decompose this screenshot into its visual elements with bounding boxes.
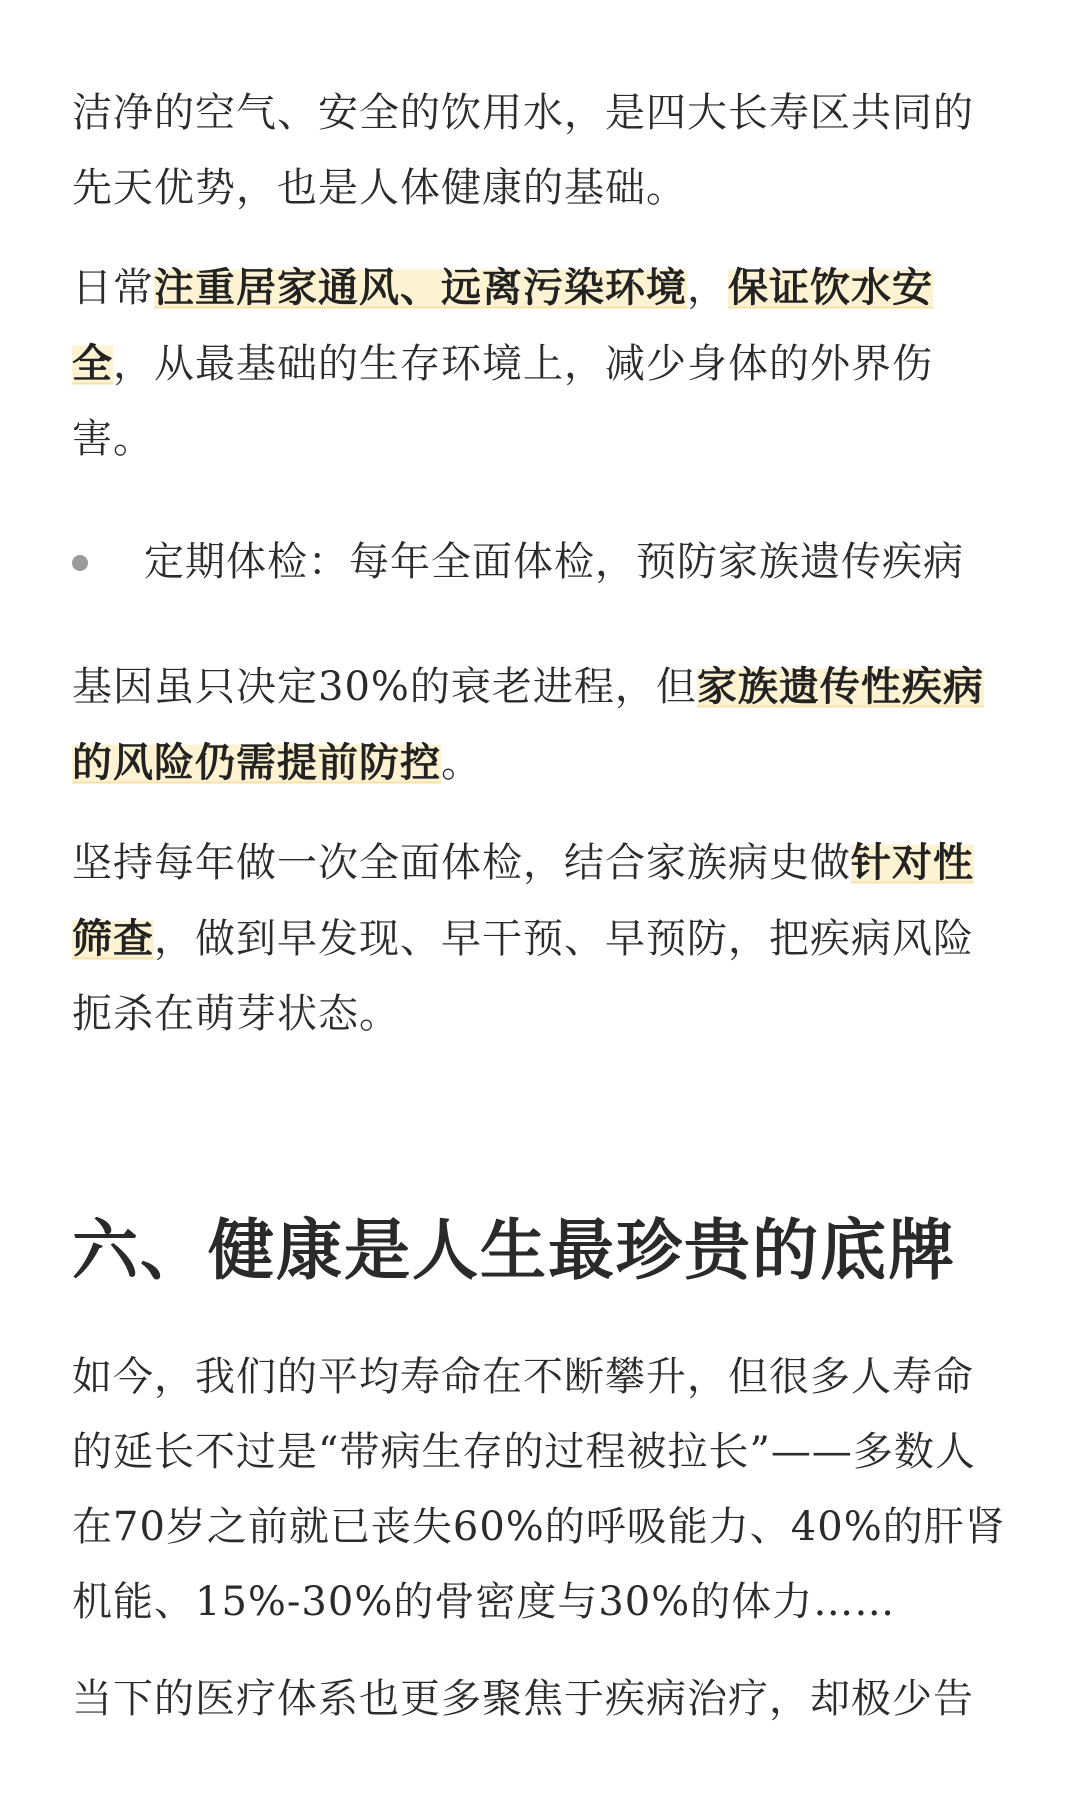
text-span: ，从最基础的生存环境上，减少身体的外界伤害。 [72, 341, 933, 462]
highlight-ventilation: 注重居家通风、远离污染环境 [154, 264, 687, 311]
text-span: 日常 [72, 265, 154, 311]
highlight-hereditary-disease: 家族遗传性疾病的风险仍需提前防控 [72, 663, 984, 786]
section-heading: 六、健康是人生最珍贵的底牌 [72, 1211, 956, 1289]
highlight-drinking-water: 保证饮水安全 [72, 264, 933, 387]
paragraph-clean-air [72, 76, 1008, 226]
highlight-targeted-screening: 针对性筛查 [72, 839, 974, 962]
text-span: 。 [441, 740, 482, 786]
bullet-dot-icon [72, 555, 88, 571]
paragraph-text: 如今，我们的平均寿命在不断攀升，但很多人寿命的延长不过是“带病生存的过程被拉长”——多数人在70岁之前就已丧失60%的呼吸能力、40%的肝肾机能、15%-30%的骨密度与30%的体力…… [72, 1354, 1006, 1625]
paragraph-text [72, 825, 1008, 1052]
text-span: ，做到早发现、早干预、早预防，把疾病风险扼杀在萌芽状态。 [72, 916, 974, 1037]
paragraph-text [72, 649, 1008, 801]
paragraph-text [72, 250, 1008, 477]
paragraph-screening [72, 825, 1008, 1052]
bullet-text: 定期体检：每年全面体检，预防家族遗传疾病 [144, 539, 964, 585]
text-span: 坚持每年做一次全面体检，结合家族病史做 [72, 840, 851, 886]
paragraph-genes [72, 649, 1008, 801]
paragraph-text: 洁净的空气、安全的饮用水，是四大长寿区共同的先天优势，也是人体健康的基础。 [72, 90, 974, 211]
paragraph-medical-system [72, 1662, 1008, 1737]
paragraph-lifespan [72, 1340, 1008, 1640]
paragraph-ventilation [72, 250, 1008, 477]
bullet-item-checkup [72, 525, 1008, 600]
section-heading-block [72, 1210, 1008, 1290]
text-span: 基因虽只决定30%的衰老进程，但 [72, 664, 697, 710]
text-span: ， [687, 265, 728, 311]
paragraph-text: 当下的医疗体系也更多聚焦于疾病治疗，却极少告 [72, 1676, 974, 1722]
